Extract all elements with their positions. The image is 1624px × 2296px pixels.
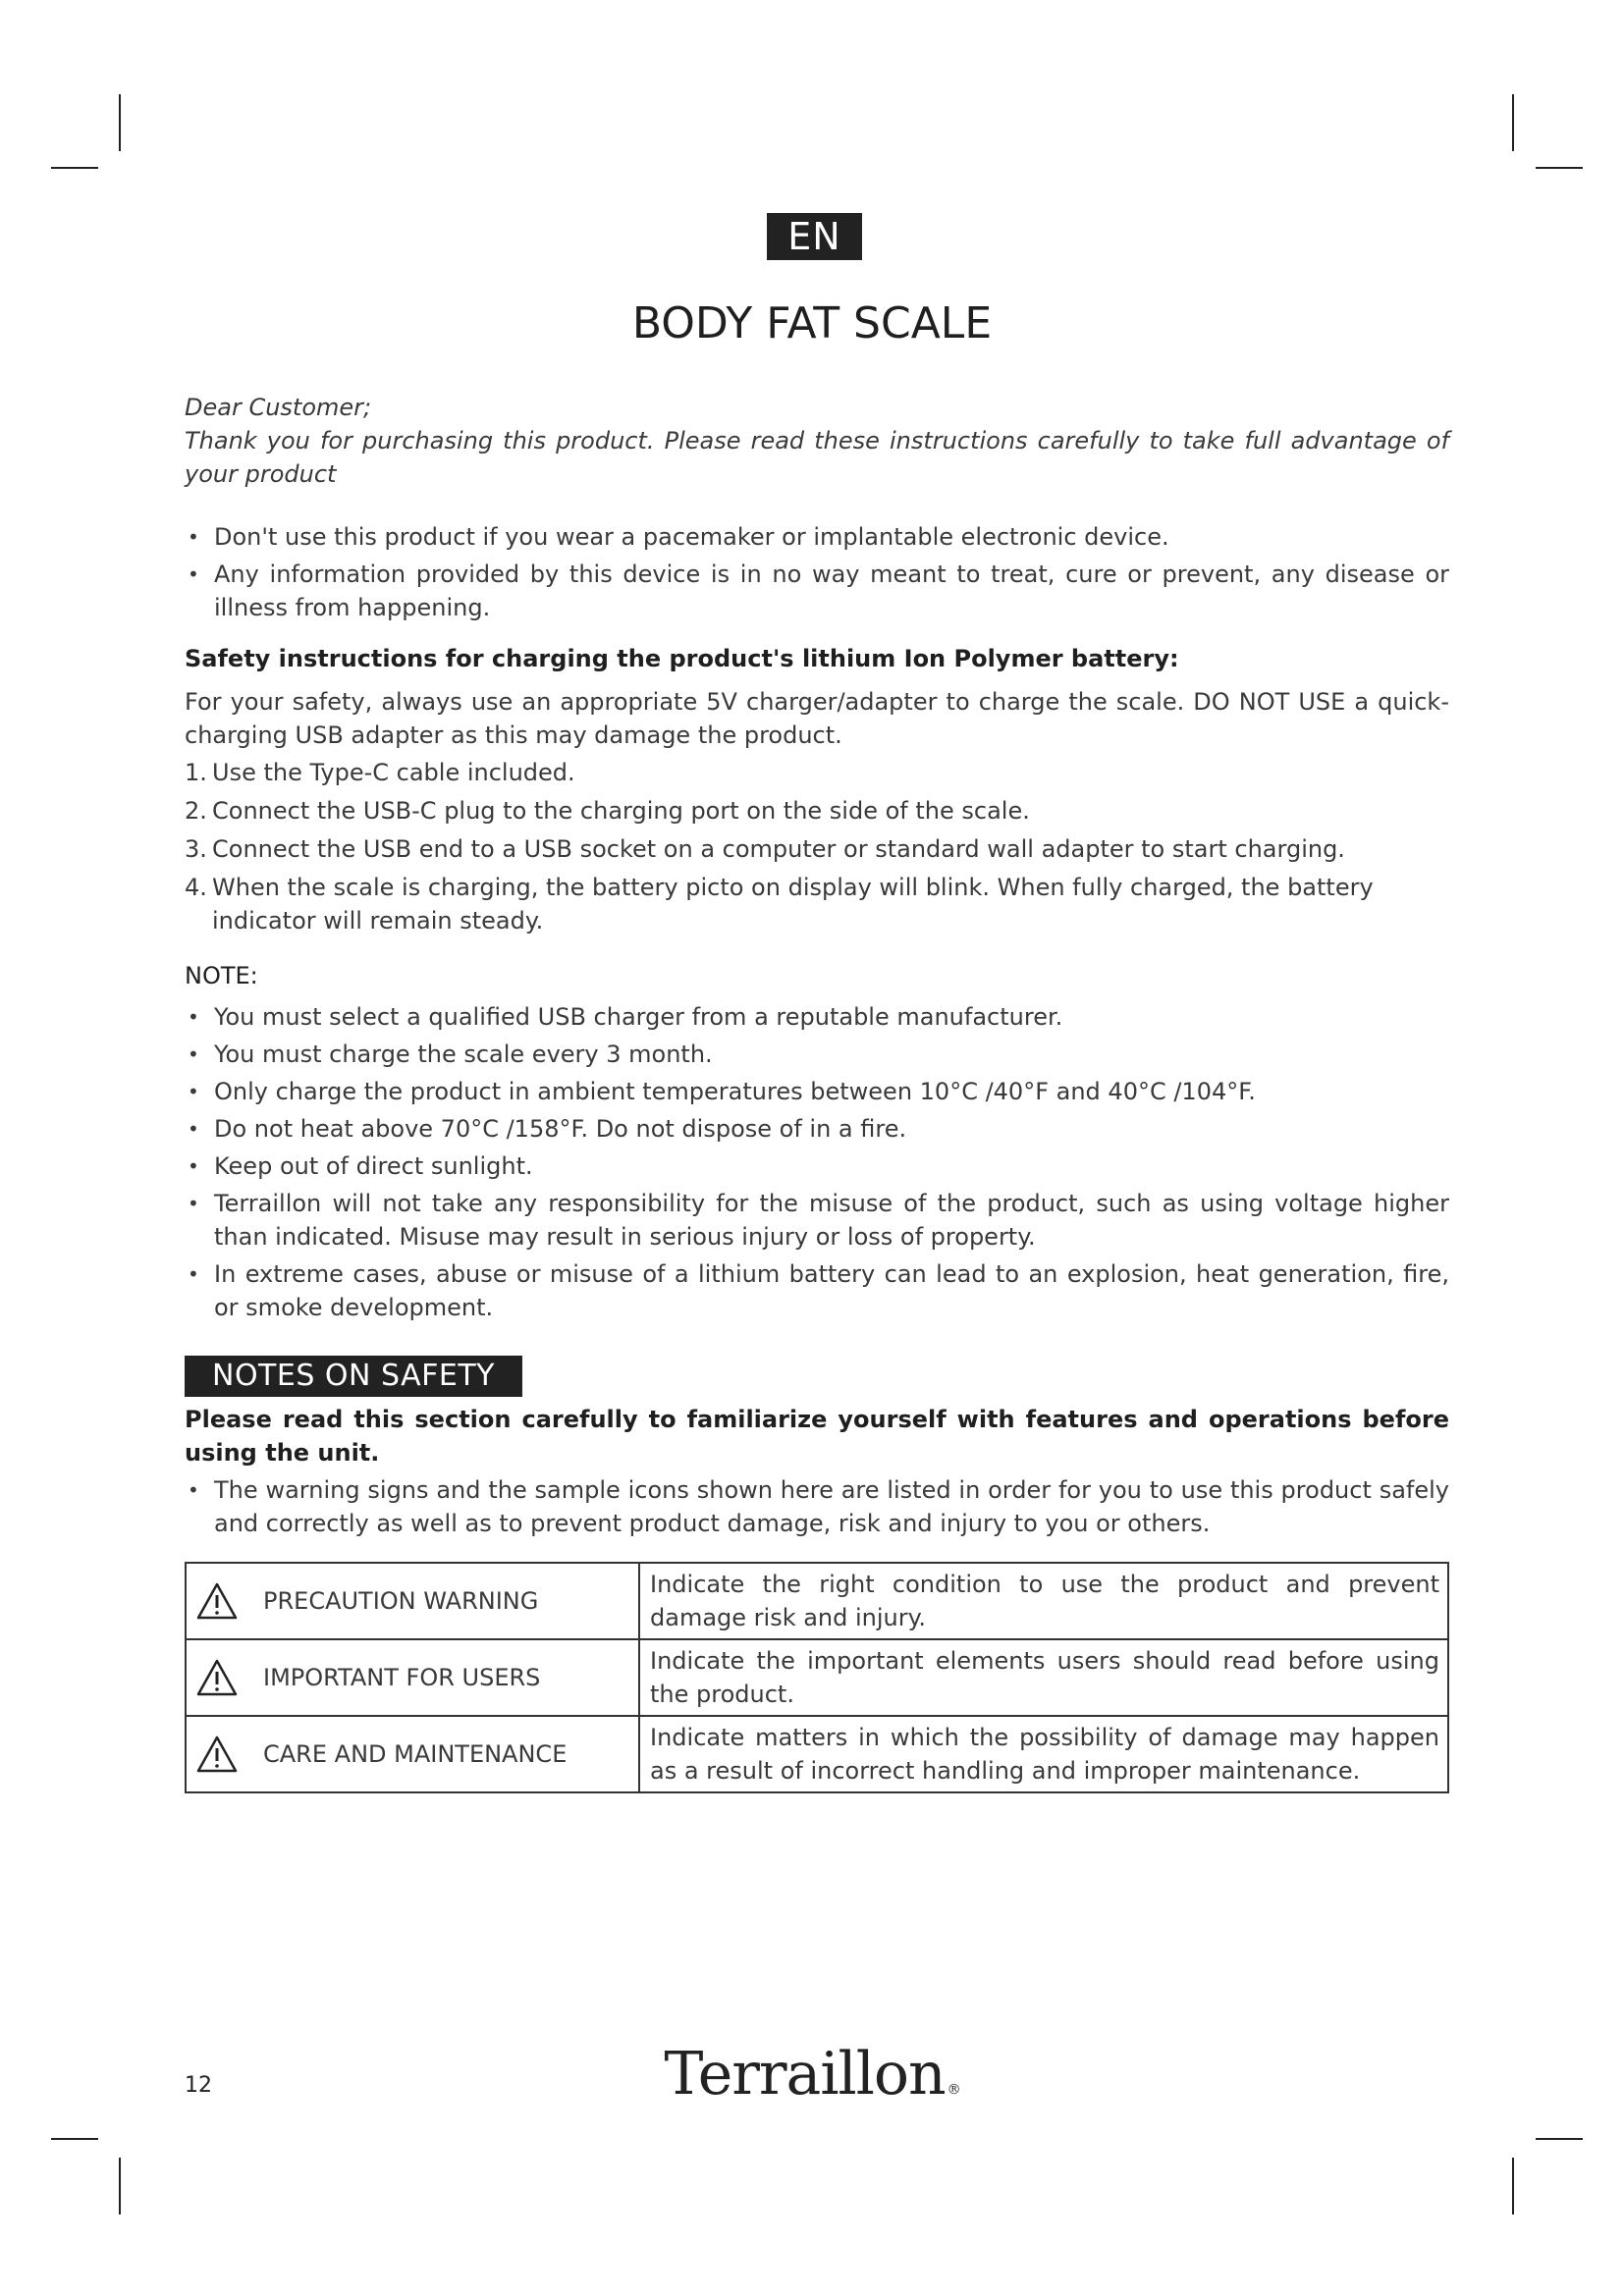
sign-label: IMPORTANT FOR USERS xyxy=(263,1664,541,1691)
list-item xyxy=(185,871,1449,937)
list-item xyxy=(185,794,1449,828)
table-cell-label xyxy=(186,1563,639,1639)
warning-triangle-icon xyxy=(196,1582,238,1620)
list-item: • In extreme cases, abuse or misuse of a lithium battery can lead to an explosion, heat generation, fire, or smoke development. xyxy=(185,1257,1449,1324)
crop-mark xyxy=(119,2158,121,2215)
list-item: • You must select a qualified USB charger from a reputable manufacturer. xyxy=(185,1000,1449,1034)
list-item: • Terraillon will not take any responsibility for the misuse of the product, such as using voltage higher than indicated. Misuse may result in serious injury or loss of property. xyxy=(185,1187,1449,1254)
crop-mark xyxy=(1512,2158,1514,2215)
step-text: When the scale is charging, the battery picto on display will blink. When fully charged, the battery indicator will remain steady. xyxy=(212,874,1374,934)
note-heading: NOTE: xyxy=(185,962,258,989)
table-row xyxy=(186,1563,1448,1639)
page-number: 12 xyxy=(185,2073,212,2098)
crop-mark xyxy=(1512,94,1514,151)
list-item: • Do not heat above 70°C /158°F. Do not dispose of in a fire. xyxy=(185,1112,1449,1146)
list-item: • The warning signs and the sample icons shown here are listed in order for you to use this product safely and correctly as well as to prevent product damage, risk and injury to you or others. xyxy=(185,1473,1449,1540)
greeting: Dear Customer; xyxy=(185,394,372,421)
table-cell-description: Indicate the important elements users should read before using the product. xyxy=(639,1639,1448,1716)
sign-label: CARE AND MAINTENANCE xyxy=(263,1740,568,1768)
table-cell-description: Indicate the right condition to use the product and prevent damage risk and injury. xyxy=(639,1563,1448,1639)
step-number: 2. xyxy=(185,797,207,825)
list-item: • Only charge the product in ambient temperatures between 10°C /40°F and 40°C /104°F. xyxy=(185,1075,1449,1108)
charging-safety-heading: Safety instructions for charging the product's lithium Ion Polymer battery: xyxy=(185,645,1179,672)
document-body xyxy=(185,391,1449,1793)
list-item xyxy=(185,832,1449,866)
crop-mark xyxy=(119,94,121,151)
table-cell-description: Indicate matters in which the possibility of damage may happen as a result of incorrect handling and improper maintenance. xyxy=(639,1716,1448,1792)
step-number: 4. xyxy=(185,874,207,901)
table-row xyxy=(186,1639,1448,1716)
notes-list xyxy=(185,1473,1449,1540)
warning-list xyxy=(185,520,1449,624)
crop-mark xyxy=(1536,2138,1583,2140)
notes-on-safety-banner: NOTES ON SAFETY xyxy=(185,1356,522,1397)
sign-label: PRECAUTION WARNING xyxy=(263,1587,539,1615)
table-cell-label xyxy=(186,1716,639,1792)
charging-steps xyxy=(185,756,1449,937)
warning-sign-table xyxy=(185,1562,1449,1793)
step-text: Use the Type-C cable included. xyxy=(212,759,575,786)
crop-mark xyxy=(51,167,98,169)
registered-mark: ® xyxy=(947,2082,960,2098)
step-text: Connect the USB-C plug to the charging port on the side of the scale. xyxy=(212,797,1030,825)
intro xyxy=(185,391,1449,491)
language-badge: EN xyxy=(767,213,862,260)
step-number: 1. xyxy=(185,759,207,786)
page-title: BODY FAT SCALE xyxy=(631,298,993,348)
warning-triangle-icon xyxy=(196,1659,238,1696)
note-list xyxy=(185,1000,1449,1324)
list-item: • Keep out of direct sunlight. xyxy=(185,1149,1449,1183)
warning-triangle-icon xyxy=(196,1735,238,1773)
step-text: Connect the USB end to a USB socket on a computer or standard wall adapter to start charging. xyxy=(212,835,1345,863)
crop-mark xyxy=(51,2138,98,2140)
table-row xyxy=(186,1716,1448,1792)
crop-mark xyxy=(1536,167,1583,169)
brand-name: Terraillon xyxy=(664,2040,946,2109)
list-item: • Don't use this product if you wear a pacemaker or implantable electronic device. xyxy=(185,520,1449,554)
notes-intro: Please read this section carefully to familiarize yourself with features and operations before using the unit. xyxy=(185,1406,1449,1467)
list-item xyxy=(185,756,1449,789)
table-cell-label xyxy=(186,1639,639,1716)
step-number: 3. xyxy=(185,835,207,863)
brand-logo xyxy=(0,2040,1624,2109)
list-item: • Any information provided by this device is in no way meant to treat, cure or prevent, any disease or illness from happening. xyxy=(185,558,1449,624)
charging-paragraph: For your safety, always use an appropriate 5V charger/adapter to charge the scale. DO NOT USE a quick-charging USB adapter as this may damage the product. xyxy=(185,688,1449,749)
thank-you-text: Thank you for purchasing this product. Please read these instructions carefully to take full advantage of your product xyxy=(185,427,1449,488)
list-item: • You must charge the scale every 3 month. xyxy=(185,1038,1449,1071)
